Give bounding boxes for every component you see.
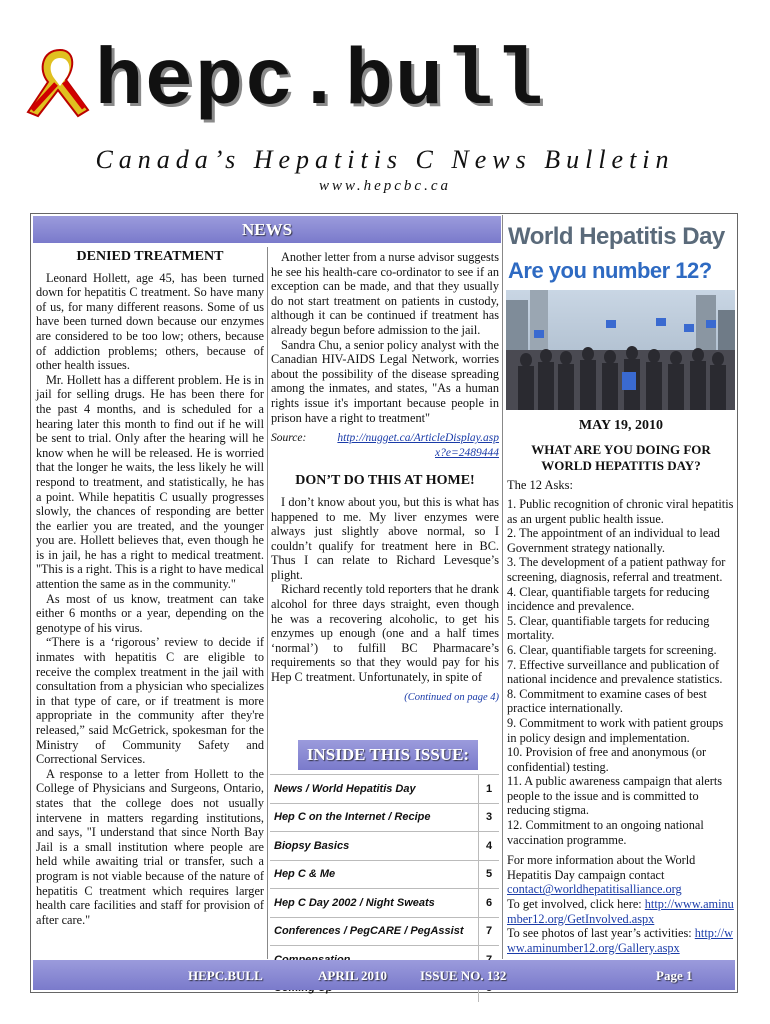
list-item: 5. Clear, quantifiable targets for reducing mortality. — [507, 613, 710, 643]
toc-row[interactable] — [270, 831, 499, 860]
toc-row[interactable] — [270, 917, 499, 946]
list-item: 10. Provision of free and anonymous (or confidential) testing. — [507, 745, 707, 774]
article-heading: DENIED TREATMENT — [76, 249, 224, 264]
asks-label: The 12 Asks: — [507, 478, 573, 492]
photos-text: To see photos of last year’s activities: — [507, 926, 692, 941]
contact-email-link[interactable]: contact@worldhepatitisalliance.org — [507, 882, 682, 897]
toc-row[interactable] — [270, 888, 499, 917]
whd-question: WHAT ARE YOU DOING FOR WORLD HEPATITIS DAY? — [531, 442, 711, 473]
list-item: 3. The development of a patient pathway for screening, diagnosis, referral and treatment. — [507, 555, 726, 584]
article-paragraph: Mr. Hollett has a different problem. He is in jail for selling drugs. He has been there for the past 4 months, and is scheduled for a hearing later this month to find out if he will be sent to trial. Only after the hearing will he know when he will be released. He is worried that the longer he waits, the less likely he will respond to treatment, and statistically, he has a point. While hepatitis C usually progresses slowly, the chances of responding are better the earlier you are treated, and the younger you are. Hollett believes that, even though he is in jail, he has a right to medical treatment. "This is a right. This is a right to have medical attention the same as in the community." — [36, 372, 264, 592]
toc-title: Hep C on the Internet / Recipe — [274, 811, 431, 824]
article-paragraph: A response to a letter from Hollett to the College of Physicians and Surgeons, Ontario, states that the college does not usually intervene in matters regarding institutions, and says, "I understand that since North Bay Jail is a small institution where people are held while awaiting trial or transfer, such a program is not viable because of the nature of hepatitis C treatment which requires larger health care facilities and staff for provision of after care." — [36, 766, 264, 927]
photos-line — [507, 926, 735, 955]
news-column-2 — [271, 250, 499, 705]
more-info-line — [507, 853, 735, 897]
list-item: 12. Commitment to an ongoing national vaccination programme. — [507, 818, 704, 847]
page-footer — [33, 960, 735, 990]
toc-title: Hep C Day 2002 / Night Sweats — [274, 896, 435, 909]
news-banner: NEWS — [33, 216, 501, 243]
article-heading: DON’T DO THIS AT HOME! — [295, 473, 475, 489]
toc-page: 6 — [478, 889, 499, 917]
article-paragraph: Another letter from a nurse advisor suggests he see his health-care co-ordinator to see if an exception can be made, and that they usually do not start treatment on patients in custody, although it can be continued if treatment has already begun before admission to the jail. — [271, 250, 499, 337]
article-paragraph: “There is a ‘rigorous’ review to decide if inmates with hepatitis C are eligible to receive the complex treatment in the jail with consultation from a physician who specializes in that type of care, or if treatment is more appropriate in the community after they're released,” said McGetrick, spokesman for the Ministry of Community Safety and Correctional Services. — [36, 635, 264, 767]
whd-title: World Hepatitis Day — [508, 223, 725, 250]
involved-text: To get involved, click here: — [507, 897, 642, 912]
masthead-subtitle: Canada’s Hepatitis C News Bulletin — [95, 145, 675, 174]
toc-title: Biopsy Basics — [274, 839, 350, 852]
list-item: 8. Commitment to examine cases of best practice internationally. — [507, 686, 707, 716]
toc-page: 1 — [478, 775, 499, 803]
article-paragraph: Leonard Hollett, age 45, has been turned down for hepatitis C treatment. So have many of us, for many different reasons. Some of us have been turned down because our enzymes are considered to be too low; others, because of addiction problems; others, because of other health issues. — [36, 270, 264, 373]
toc-row[interactable] — [270, 774, 499, 803]
more-info-text: For more information about the World Hepatitis Day campaign contact — [507, 853, 696, 882]
continued-link[interactable]: (Continued on page 4) — [404, 691, 499, 703]
list-item: 11. A public awareness campaign that alerts people to the issue and is committed to reducing stigma. — [507, 774, 723, 818]
toc-page: 3 — [478, 804, 499, 832]
whd-subtitle: Are you number 12? — [508, 258, 712, 283]
source-link[interactable]: http://nugget.ca/ArticleDisplay.aspx?e=2489444 — [337, 432, 499, 459]
toc-row[interactable] — [270, 860, 499, 889]
source-label: Source: — [271, 432, 307, 445]
list-item: 9. Commitment to work with patient groups in policy design and implementation. — [507, 715, 724, 745]
footer-date: APRIL 2010 — [318, 968, 387, 983]
list-item: 2. The appointment of an individual to lead Government strategy nationally. — [507, 526, 720, 555]
denied-treatment-article — [36, 250, 264, 927]
more-info — [507, 853, 735, 955]
toc-page: 4 — [478, 832, 499, 860]
list-item: 7. Effective surveillance and publication of national incidence and prevalence statistics. — [507, 657, 723, 687]
toc-title: Hep C & Me — [274, 868, 336, 881]
toc-page: 5 — [478, 861, 499, 889]
gallery-link[interactable]: http://www.aminumber12.org/Gallery.aspx — [507, 926, 734, 955]
get-involved-link[interactable]: http://www.aminumber12.org/GetInvolved.aspx — [507, 897, 734, 926]
masthead-website[interactable]: www.hepcbc.ca — [318, 178, 452, 194]
column-divider — [267, 247, 268, 959]
toc-title: Conferences / PegCARE / PegAssist — [274, 925, 464, 938]
world-hepatitis-day-column — [507, 418, 735, 955]
inside-issue-banner: INSIDE THIS ISSUE: — [298, 740, 478, 770]
crowd-photo — [506, 290, 735, 410]
list-item: 1. Public recognition of chronic viral hepatitis as an urgent public health issue. — [507, 497, 734, 526]
masthead-logo: hepc.bull — [95, 37, 546, 128]
footer-name: HEPC.BULL — [188, 968, 263, 983]
toc-page: 7 — [478, 918, 499, 946]
footer-page: Page 1 — [656, 968, 693, 983]
involved-line — [507, 897, 735, 926]
toc-title: News / World Hepatitis Day — [274, 782, 416, 795]
article-paragraph: Richard recently told reporters that he drank alcohol for three days straight, even though he was a recovering alcoholic, to get his enzymes up enough (one and a half times ‘normal’) to fulfill BC Pharmacare’s requirements so that they would pay for his Hep C treatment. Unfortunately, in spite of — [271, 582, 499, 685]
event-date: MAY 19, 2010 — [578, 418, 664, 433]
list-item: 6. Clear, quantifiable targets for screening. — [507, 642, 717, 657]
footer-issue: ISSUE NO. 132 — [420, 968, 507, 983]
awareness-ribbon-logo — [20, 40, 100, 120]
toc-row[interactable] — [270, 803, 499, 832]
article-paragraph: As most of us know, treatment can take either 6 months or a year, depending on the genotype of his virus. — [36, 591, 264, 635]
asks-list — [507, 497, 735, 847]
column-divider — [502, 215, 503, 959]
list-item: 4. Clear, quantifiable targets for reducing incidence and prevalence. — [507, 584, 710, 614]
article-paragraph: I don’t know about you, but this is what has happened to me. My liver enzymes were always just slightly above normal, so I couldn’t qualify for treatment here in BC. Thus I can relate to Richard Levesque’s plight. — [271, 494, 499, 582]
article-paragraph: Sandra Chu, a senior policy analyst with the Canadian HIV-AIDS Legal Network, worries about the possibility of the disease spreading among the inmates, and states, "As a human rights issue it's important because people in prison have a right to treatment" — [271, 337, 499, 425]
article-source — [271, 431, 499, 460]
